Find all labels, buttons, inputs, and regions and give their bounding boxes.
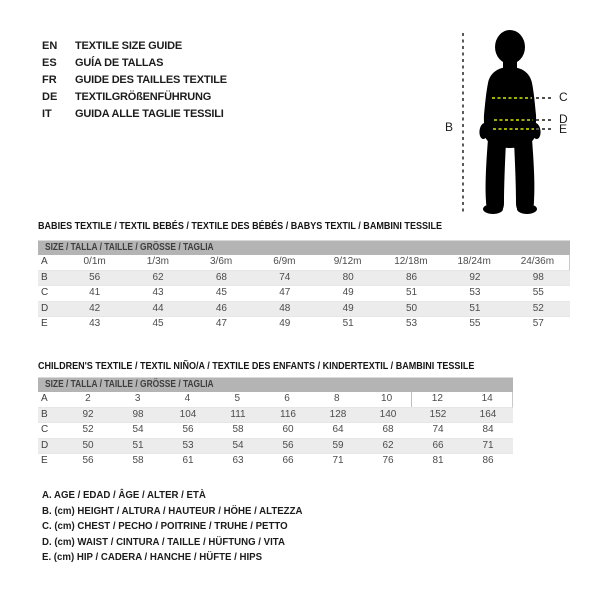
- table-cell: 84: [482, 424, 494, 435]
- table-row: [38, 271, 570, 287]
- table-cell: 92: [82, 408, 94, 420]
- table-cell: 64: [332, 424, 344, 435]
- height-measure-line-b: [462, 33, 464, 214]
- table-cell: 54: [132, 424, 144, 435]
- table-cell: 81: [432, 455, 444, 466]
- row-label: D: [41, 302, 49, 314]
- table-cell: 54: [232, 439, 244, 451]
- row-cells: [63, 408, 513, 423]
- table-cell: 116: [280, 408, 296, 420]
- language-item: [42, 89, 227, 106]
- table-cell: 0/1m: [83, 256, 106, 267]
- babies-table-header: [38, 240, 570, 255]
- table-cell: 43: [89, 318, 101, 329]
- table-cell: 48: [279, 302, 291, 314]
- table-cell: 50: [406, 302, 418, 314]
- language-item: [42, 72, 227, 89]
- table-cell: 53: [406, 318, 418, 329]
- table-row: [38, 286, 570, 302]
- row-label: E: [41, 455, 48, 466]
- row-label: D: [41, 439, 49, 451]
- table-cell: 53: [469, 287, 481, 298]
- table-cell: 63: [232, 455, 244, 466]
- table-cell: 86: [406, 271, 418, 283]
- table-cell: 50: [82, 439, 94, 451]
- row-label: B: [41, 408, 48, 420]
- chest-extension-line-c: [536, 97, 553, 99]
- language-code: ES: [42, 57, 57, 69]
- table-cell: 66: [432, 439, 444, 451]
- table-cell: 2: [85, 393, 91, 404]
- table-cell: 10: [381, 393, 393, 404]
- table-cell: 44: [152, 302, 164, 314]
- label-chest-c: C: [559, 90, 568, 104]
- waist-extension-line-d: [536, 119, 553, 121]
- table-cell: 62: [152, 271, 164, 283]
- language-title: GUIDA ALLE TAGLIE TESSILI: [75, 108, 224, 120]
- table-cell: 58: [132, 455, 144, 466]
- table-cell: 59: [332, 439, 344, 451]
- hip-extension-line-e: [536, 128, 553, 130]
- language-item: [42, 106, 227, 123]
- row-cells: [63, 454, 513, 469]
- language-title: TEXTILE SIZE GUIDE: [75, 40, 183, 52]
- legend-item: D. (cm) WAIST / CINTURA / TAILLE / HÜFTUNG / VITA: [42, 535, 285, 548]
- table-cell: 57: [532, 318, 544, 329]
- language-code: FR: [42, 74, 57, 86]
- table-cell: 111: [230, 408, 246, 420]
- table-cell: 12: [411, 392, 462, 407]
- table-row: [38, 439, 513, 455]
- table-cell: 74: [432, 424, 444, 435]
- language-title: GUÍA DE TALLAS: [75, 57, 164, 69]
- table-cell: 3/6m: [210, 256, 233, 267]
- children-table-header: [38, 377, 513, 392]
- language-code: DE: [42, 91, 58, 103]
- table-cell: 92: [469, 271, 481, 283]
- table-cell: 56: [282, 439, 294, 451]
- row-label: A: [41, 256, 48, 267]
- table-cell: 4: [184, 393, 191, 404]
- table-cell: 74: [279, 271, 291, 283]
- table-cell: 51: [406, 287, 418, 298]
- table-cell: 52: [82, 424, 94, 435]
- language-item: [42, 55, 227, 72]
- table-cell: 104: [179, 408, 197, 420]
- row-cells: [63, 317, 570, 332]
- table-row: [38, 454, 513, 469]
- language-code: IT: [42, 108, 52, 120]
- table-cell: 6: [284, 393, 290, 404]
- language-item: [42, 38, 227, 55]
- table-cell: 55: [469, 318, 481, 329]
- table-cell: 56: [82, 455, 94, 466]
- children-table-body: [38, 392, 513, 469]
- table-cell: 45: [152, 318, 164, 329]
- table-row: [38, 408, 513, 424]
- legend-item: E. (cm) HIP / CADERA / HANCHE / HÜFTE / HIPS: [42, 551, 263, 563]
- table-cell: 5: [234, 393, 241, 404]
- table-cell: 128: [329, 408, 347, 420]
- children-section-title: CHILDREN'S TEXTILE / TEXTIL NIÑO/A / TEXTILE DES ENFANTS / KINDERTEXTIL / BAMBINI TESSILE: [38, 360, 475, 372]
- row-cells: [63, 439, 513, 454]
- table-row: [38, 255, 570, 271]
- table-cell: 49: [342, 302, 354, 314]
- children-table-header-text: SIZE / TALLA / TAILLE / GRÖSSE / TAGLIA: [45, 379, 214, 390]
- table-row: [38, 302, 570, 318]
- table-cell: 140: [379, 408, 397, 420]
- language-list: [42, 38, 227, 123]
- table-cell: 56: [89, 271, 101, 283]
- table-cell: 43: [152, 287, 164, 298]
- row-label: C: [41, 424, 49, 435]
- babies-section-title: BABIES TEXTILE / TEXTIL BEBÉS / TEXTILE DES BÉBÉS / BABYS TEXTIL / BAMBINI TESSILE: [38, 220, 443, 232]
- table-cell: 58: [232, 424, 244, 435]
- row-label: E: [41, 318, 48, 329]
- legend-item: B. (cm) HEIGHT / ALTURA / HAUTEUR / HÖHE / ALTEZZA: [42, 504, 303, 517]
- table-cell: 68: [382, 424, 394, 435]
- table-cell: 60: [282, 424, 294, 435]
- table-cell: 71: [482, 439, 494, 451]
- table-cell: 55: [532, 287, 544, 298]
- table-cell: 76: [382, 455, 394, 466]
- chest-measure-line-c: [492, 97, 532, 99]
- table-row: [38, 423, 513, 439]
- table-cell: 71: [332, 455, 344, 466]
- row-cells: [63, 271, 570, 286]
- table-cell: 9/12m: [333, 256, 362, 267]
- table-cell: 52: [532, 302, 544, 314]
- table-cell: 66: [282, 455, 294, 466]
- babies-table-header-text: SIZE / TALLA / TAILLE / GRÖSSE / TAGLIA: [45, 242, 214, 253]
- table-cell: 46: [215, 302, 227, 314]
- table-cell: 80: [342, 271, 354, 283]
- row-label: C: [41, 287, 49, 298]
- row-cells: [63, 392, 512, 407]
- table-cell: 98: [532, 271, 544, 283]
- language-title: TEXTILGRÖßENFÜHRUNG: [75, 91, 212, 103]
- table-row: [38, 317, 570, 332]
- table-cell: 62: [382, 439, 394, 451]
- table-cell: 47: [215, 318, 227, 329]
- table-cell: 42: [89, 302, 101, 314]
- table-cell: 41: [89, 287, 101, 298]
- table-cell: 24/36m: [520, 256, 555, 267]
- language-title: GUIDE DES TAILLES TEXTILE: [75, 74, 227, 86]
- table-cell: 18/24m: [457, 256, 491, 267]
- table-cell: 164: [479, 408, 497, 420]
- table-cell: 12/18m: [394, 256, 428, 267]
- table-cell: 1/3m: [146, 256, 169, 267]
- table-cell: 56: [182, 424, 194, 435]
- row-label: A: [41, 393, 48, 404]
- table-cell: 47: [279, 287, 291, 298]
- babies-table-body: [38, 255, 570, 332]
- table-cell: 98: [132, 408, 144, 420]
- table-cell: 53: [182, 439, 194, 451]
- children-size-table: [38, 377, 513, 469]
- hip-measure-line-e: [493, 128, 534, 130]
- measurement-legend: [42, 488, 325, 566]
- table-cell: 51: [132, 439, 144, 451]
- table-cell: 68: [215, 271, 227, 283]
- table-cell: 86: [482, 455, 494, 466]
- table-cell: 14: [481, 393, 493, 404]
- table-cell: 49: [342, 287, 354, 298]
- table-cell: 3: [134, 393, 141, 404]
- table-cell: 51: [469, 302, 481, 314]
- label-height-b: B: [445, 120, 454, 134]
- table-cell: 152: [429, 408, 447, 420]
- row-cells: [63, 423, 513, 438]
- row-label: B: [41, 271, 48, 283]
- waist-measure-line-d: [494, 119, 533, 121]
- row-cells: [63, 286, 570, 301]
- label-waist-d: D: [559, 112, 568, 126]
- table-cell: 45: [215, 287, 227, 298]
- table-cell: 61: [182, 455, 194, 466]
- table-cell: 8: [334, 393, 340, 404]
- row-cells: [63, 302, 570, 317]
- babies-size-table: [38, 240, 570, 332]
- table-cell: 51: [342, 318, 354, 329]
- language-code: EN: [42, 40, 58, 52]
- table-cell: 6/9m: [273, 256, 296, 267]
- measurement-figure: [440, 15, 598, 227]
- legend-item: C. (cm) CHEST / PECHO / POITRINE / TRUHE / PETTO: [42, 520, 288, 532]
- table-row: [38, 392, 513, 408]
- table-cell: 49: [279, 318, 291, 329]
- label-hip-e: E: [559, 122, 568, 136]
- legend-item: A. AGE / EDAD / ÂGE / ALTER / ETÀ: [42, 489, 206, 501]
- row-cells: [63, 255, 569, 270]
